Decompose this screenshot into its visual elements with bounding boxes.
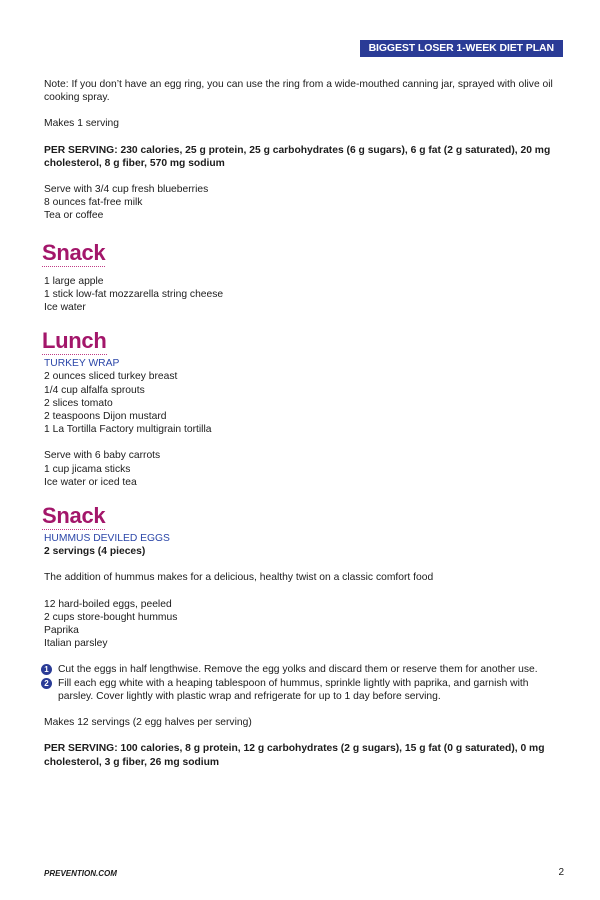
breakfast-serve-line: Serve with 3/4 cup fresh blueberries — [44, 184, 209, 196]
ingredient: 12 hard-boiled eggs, peeled — [44, 598, 172, 610]
ingredient: Paprika — [44, 625, 79, 637]
breakfast-nutrition: PER SERVING: 230 calories, 25 g protein, 25 g carbohydrates (6 g sugars), 6 g fat (2 g saturated), 20 mg cholesterol, 8 g fiber, 570 mg sodium — [44, 144, 551, 169]
footer-site: PREVENTION.COM — [44, 869, 117, 878]
breakfast-serve-line: Tea or coffee — [44, 210, 104, 222]
recipe-makes: Makes 12 servings (2 egg halves per serving) — [44, 717, 252, 729]
recipe-intro: The addition of hummus makes for a delicious, healthy twist on a classic comfort food — [44, 572, 434, 584]
page-content — [44, 78, 566, 769]
ingredient: 2 teaspoons Dijon mustard — [44, 411, 167, 423]
snack-item: 1 large apple — [44, 275, 104, 287]
ingredient: 1 La Tortilla Factory multigrain tortilla — [44, 424, 212, 436]
breakfast-makes: Makes 1 serving — [44, 118, 119, 130]
lunch-heading: Lunch — [42, 328, 107, 354]
recipe-title: TURKEY WRAP — [44, 358, 120, 370]
recipe-title: HUMMUS DEVILED EGGS — [44, 533, 170, 545]
recipe-nutrition: PER SERVING: 100 calories, 8 g protein, 12 g carbohydrates (2 g sugars), 15 g fat (0 g saturated), 0 mg cholesterol, 3 g fiber, 26 mg sodium — [44, 743, 545, 768]
step-number-icon: 1 — [41, 664, 52, 675]
recipe-step — [44, 663, 566, 676]
lunch-serve-line: 1 cup jicama sticks — [44, 463, 131, 475]
lunch-serve-line: Serve with 6 baby carrots — [44, 450, 161, 462]
snack-heading: Snack — [42, 503, 106, 529]
recipe-step — [44, 677, 566, 703]
step-text: Cut the eggs in half lengthwise. Remove the egg yolks and discard them or reserve them for another use. — [58, 664, 538, 676]
ingredient: 1/4 cup alfalfa sprouts — [44, 384, 145, 396]
breakfast-serve-line: 8 ounces fat-free milk — [44, 197, 143, 209]
ingredient: 2 ounces sliced turkey breast — [44, 371, 178, 383]
ingredient: 2 cups store-bought hummus — [44, 611, 178, 623]
plan-title-badge: BIGGEST LOSER 1-WEEK DIET PLAN — [360, 40, 563, 57]
ingredient: 2 slices tomato — [44, 397, 113, 409]
step-text: Fill each egg white with a heaping tablespoon of hummus, sprinkle lightly with paprika, and garnish with parsley. Cover lightly with plastic wrap and refrigerate for up to 1 day before serving. — [58, 677, 529, 702]
step-number-icon: 2 — [41, 678, 52, 689]
snack-item: Ice water — [44, 302, 86, 314]
lunch-serve-line: Ice water or iced tea — [44, 476, 137, 488]
recipe-servings: 2 servings (4 pieces) — [44, 546, 146, 558]
ingredient: Italian parsley — [44, 638, 108, 650]
egg-ring-note: Note: If you don’t have an egg ring, you can use the ring from a wide-mouthed canning jar, sprayed with olive oil cooking spray. — [44, 79, 553, 104]
snack-item: 1 stick low-fat mozzarella string cheese — [44, 288, 224, 300]
page-number: 2 — [558, 867, 564, 878]
snack-heading: Snack — [42, 239, 106, 265]
